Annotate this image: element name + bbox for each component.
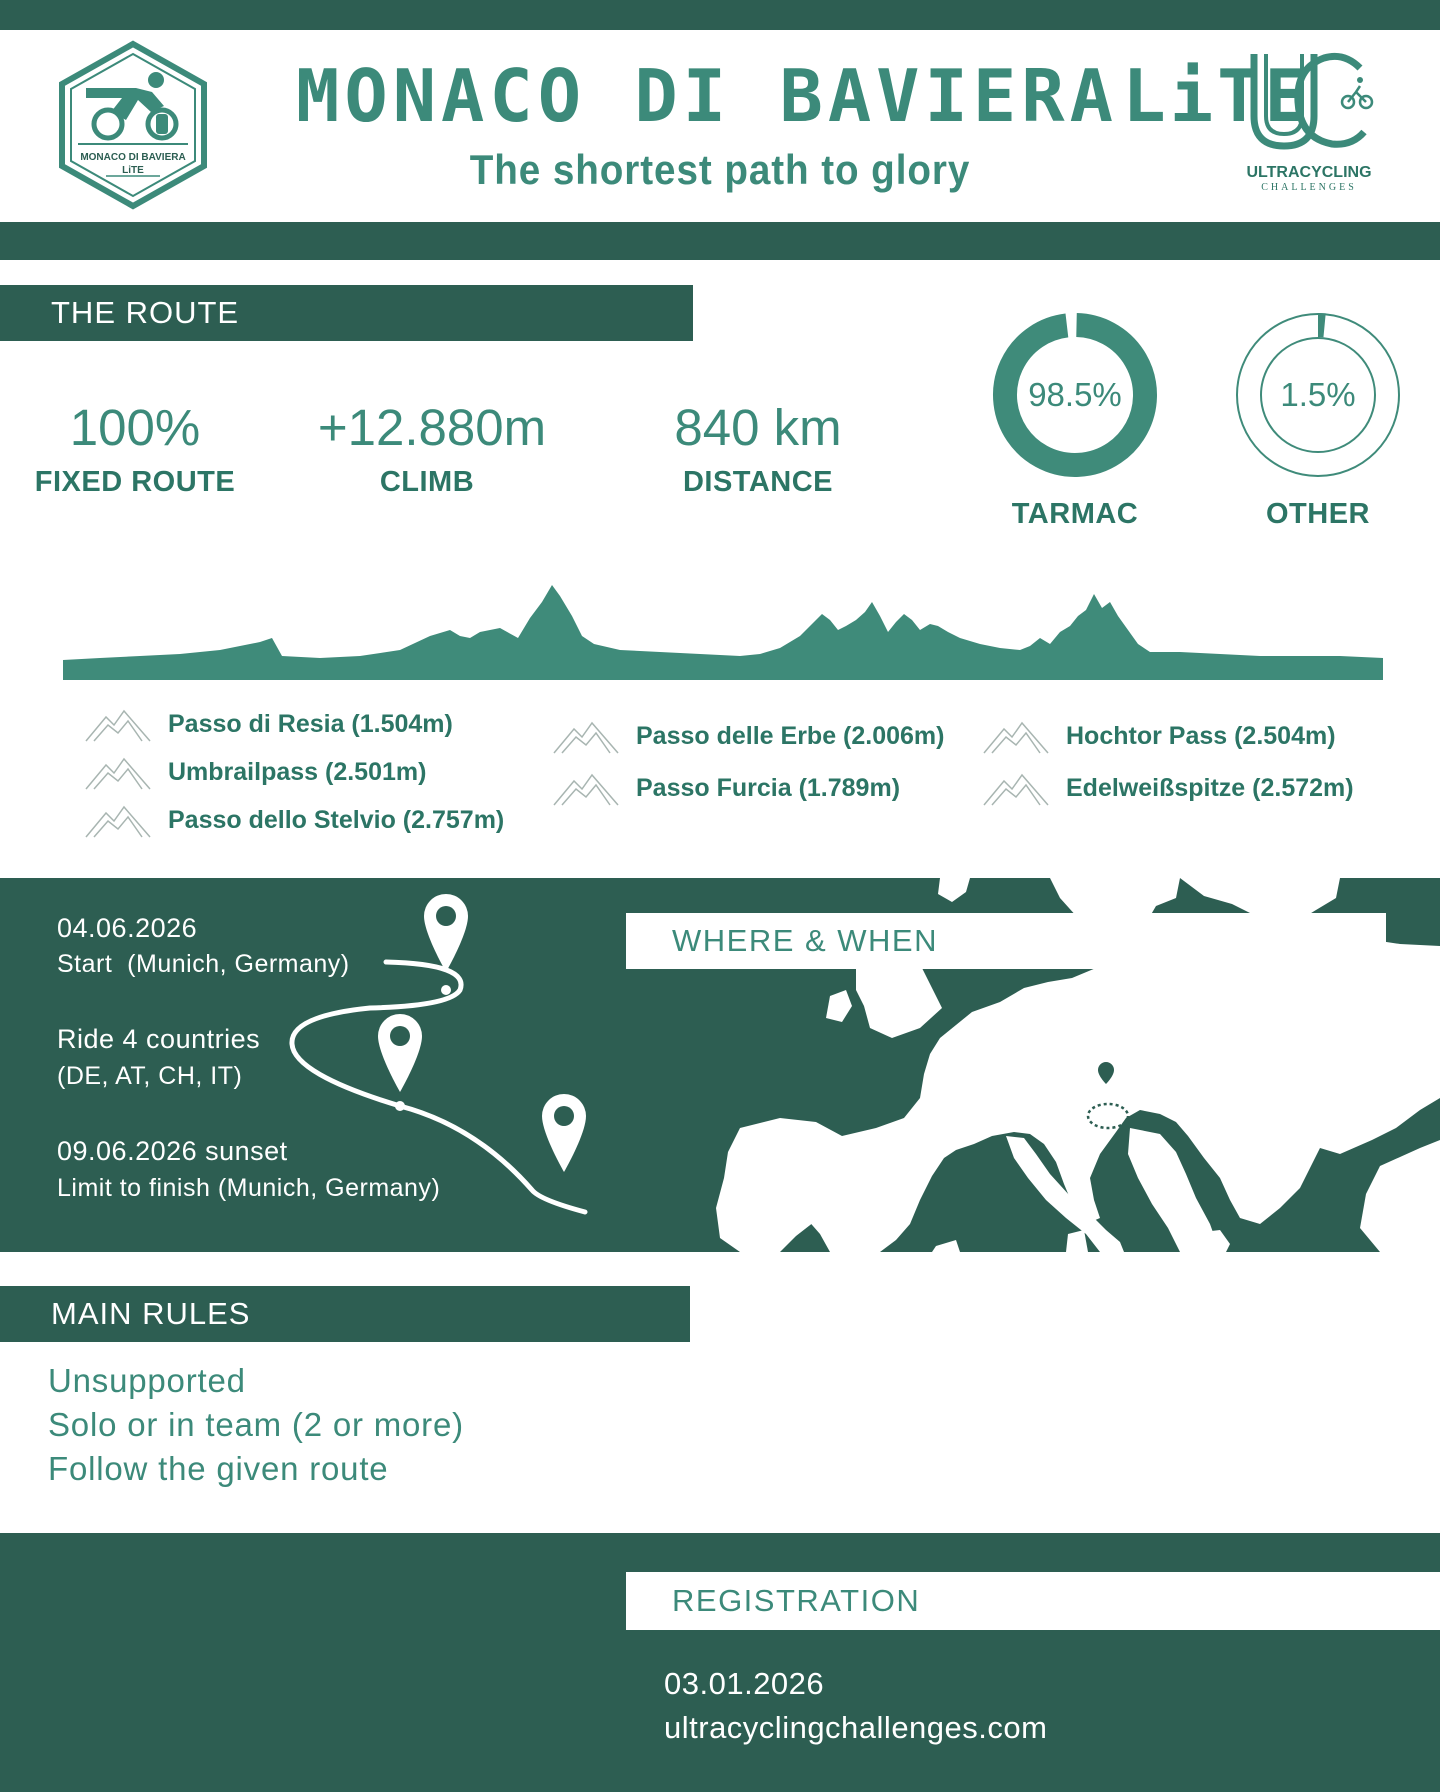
elevation-profile [60, 580, 1386, 680]
pass-item [982, 762, 1354, 814]
org-logo [1236, 46, 1382, 196]
top-band [0, 0, 1440, 30]
where-when-title: WHERE & WHEN [626, 913, 1386, 969]
finish-date: 09.06.2026 sunset [57, 1136, 288, 1166]
tarmac-label: TARMAC [1011, 498, 1139, 530]
start-place: Start (Munich, Germany) [57, 950, 350, 978]
location-pin-icon [424, 894, 468, 972]
page-title [296, 54, 1312, 138]
stat-fixed-route-value: 100% [69, 399, 201, 456]
stat-distance-value: 840 km [674, 399, 842, 456]
pass-name: Passo Furcia (1.789m) [636, 773, 901, 802]
mountain-icon [552, 715, 620, 757]
finish-place: Limit to finish (Munich, Germany) [57, 1174, 441, 1202]
pass-name: Edelweißspitze (2.572m) [1066, 773, 1354, 802]
other-value: 1.5% [1280, 376, 1356, 413]
pass-item [982, 710, 1354, 762]
badge-line2: LiTE [122, 165, 144, 176]
pass-name: Passo delle Erbe (2.006m) [636, 721, 945, 750]
pass-item [552, 710, 944, 762]
title-main: MONACO DI BAVIERA [296, 54, 1118, 138]
registration-website[interactable]: ultracyclingchallenges.com [664, 1710, 1048, 1745]
mountain-icon [982, 767, 1050, 809]
passes-column-2 [552, 710, 944, 814]
pass-name: Hochtor Pass (2.504m) [1066, 721, 1336, 750]
middle-sub: (DE, AT, CH, IT) [57, 1062, 243, 1090]
rule-item: Solo or in team (2 or more) [48, 1406, 464, 1443]
location-pin-icon [542, 1094, 586, 1172]
stat-climb-label: CLIMB [379, 466, 475, 498]
pass-item [84, 700, 504, 748]
passes-column-1 [84, 700, 504, 844]
pass-name: Passo di Resia (1.504m) [168, 709, 453, 738]
title-suffix: LiTE [1122, 54, 1312, 138]
tagline: The shortest path to glory [469, 146, 971, 193]
middle-title: Ride 4 countries [57, 1024, 261, 1054]
pass-item [552, 762, 944, 814]
rule-item: Unsupported [48, 1362, 246, 1399]
badge-line1: MONACO DI BAVIERA [80, 152, 186, 163]
stat-distance-label: DISTANCE [682, 466, 834, 498]
pass-name: Umbrailpass (2.501m) [168, 757, 427, 786]
event-badge-logo [56, 40, 210, 210]
uc-logo-icon [1236, 46, 1382, 156]
other-label: OTHER [1266, 498, 1370, 530]
tarmac-value: 98.5% [1028, 376, 1122, 413]
start-date: 04.06.2026 [57, 913, 198, 943]
stat-climb-value: +12.880m [317, 399, 547, 456]
stat-fixed-route-label: FIXED ROUTE [34, 466, 236, 498]
registration-title: REGISTRATION [626, 1572, 1440, 1630]
pass-name: Passo dello Stelvio (2.757m) [168, 805, 505, 834]
route-section-title: THE ROUTE [0, 285, 693, 341]
passes-column-3 [982, 710, 1354, 814]
mountain-icon [84, 751, 152, 793]
badge-cyclist-icon [56, 40, 210, 210]
mountain-icon [84, 703, 152, 745]
rules-list [48, 1362, 464, 1494]
mountain-icon [552, 767, 620, 809]
mountain-icon [84, 799, 152, 841]
pass-item [84, 748, 504, 796]
location-pin-icon [378, 1014, 422, 1092]
rules-section-title: MAIN RULES [0, 1286, 690, 1342]
pass-item [84, 796, 504, 844]
registration-date: 03.01.2026 [664, 1666, 825, 1701]
org-logo-sub: CHALLENGES [1261, 182, 1357, 193]
rule-item: Follow the given route [48, 1450, 389, 1487]
header-divider-band [0, 222, 1440, 260]
mountain-icon [982, 715, 1050, 757]
org-logo-name: ULTRACYCLING [1246, 164, 1372, 181]
